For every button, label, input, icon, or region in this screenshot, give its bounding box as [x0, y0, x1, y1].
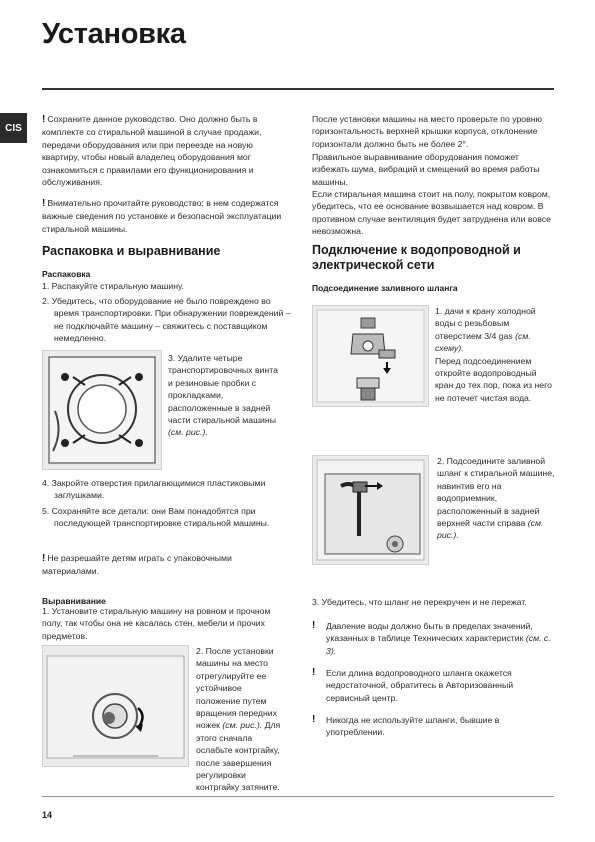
level-check-paragraph: После установки машины на место проверьте по уровню горизонтальность верхней крышки корпуса, отклонение горизонтали должно быть не более 2°. — [312, 114, 543, 149]
exclamation-icon: ! — [312, 620, 316, 631]
warning-water-pressure: ! Давление воды должно быть в пределах значений, указанных в таблице Технических характеристик (см. с. 3). — [312, 620, 551, 656]
machine-back-illustration — [43, 351, 161, 469]
warning-children — [42, 552, 282, 578]
hose-connection-figure — [312, 455, 429, 565]
level-benefit-paragraph: Правильное выравнивание оборудования поможет избежать шума, вибраций и смещений во время работы машины. — [312, 152, 540, 187]
warning-read-manual — [42, 197, 282, 235]
page-number: 14 — [42, 810, 53, 820]
section-unpacking-title: Распаковка и выравнивание — [42, 244, 221, 258]
hose-subtitle: Подсоединение заливного шланга — [312, 283, 458, 293]
unpacking-subtitle: Распаковка — [42, 269, 91, 279]
tap-illustration — [313, 306, 428, 406]
hose-step-3: 3. Убедитесь, что шланг не перекручен и не пережат. — [312, 597, 527, 607]
hose-connection-illustration — [313, 456, 428, 564]
unpack-step-2: 2. Убедитесь, что оборудование не было повреждено во время транспортировки. При обнаружении повреждений – не подключайте машину – свяжитесь с поставщиком немедленно. — [42, 296, 291, 344]
carpet-paragraph: Если стиральная машина стоит на полу, покрытом ковром, убедитесь, что ее основание возвышается над ковром. В противном случае вентиляция будет затруднена или вовсе невозможна. — [312, 189, 551, 237]
footer-divider — [42, 796, 554, 797]
header-divider — [42, 88, 554, 90]
language-tab: CIS — [0, 113, 27, 143]
hose-step-2: 2. Подсоедините заливной шланг к стиральной машине, навинтив его на водоприемник, расположенный в задней верхней части справа (см. рис.). — [437, 456, 555, 541]
machine-back-figure — [42, 350, 162, 470]
page-title: Установка — [42, 18, 186, 50]
exclamation-icon: ! — [42, 114, 46, 125]
exclamation-icon: ! — [312, 667, 316, 678]
exclamation-icon: ! — [312, 714, 316, 725]
unpack-step-4: 4. Закройте отверстия прилагающимися пластиковыми заглушками. — [42, 478, 266, 501]
tap-figure — [312, 305, 429, 407]
unpack-step-3: 3. Удалите четыре транспортировочных винта и резиновые пробки с прокладками, расположенные в задней части стиральной машины (см. рис.). — [168, 353, 278, 438]
machine-foot-figure — [42, 645, 189, 767]
level-step-1: 1. Установите стиральную машину на ровном и прочном полу, так чтобы она не касалась стен, мебели и прочих предметов. — [42, 606, 271, 641]
leveling-subtitle: Выравнивание — [42, 596, 106, 606]
foot-adjust-illustration — [43, 646, 188, 766]
hose-step-1: 1. дачи к крану холодной воды с резьбовым отверстием 3/4 gas (см. схему). Перед подсоединением откройте водопроводный кран до тех пор, пока из него не потечет чистая вода. — [435, 306, 552, 403]
level-step-2: 2. После установки машины на место отрегулируйте ее устойчивое положение путем вращения передних ножек (см. рис.). Для этого сначала ослабьте контргайку, после завершения регулировки контргайку затяните. — [196, 646, 281, 793]
unpack-step-1: 1. Распакуйте стиральную машину. — [42, 281, 184, 291]
warning-text: Не разрешайте детям играть с упаковочными материалами. — [42, 553, 232, 577]
exclamation-icon: ! — [42, 553, 46, 564]
warning-keep-manual — [42, 113, 282, 188]
warning-hose-length: ! Если длина водопроводного шланга окажется недостаточной, обратитесь в Авторизованный сервисный центр. — [312, 667, 514, 703]
warning-used-hoses: ! Никогда не используйте шланги, бывшие в употреблении. — [312, 714, 500, 738]
section-connection-title-2: электрической сети — [312, 258, 435, 272]
unpack-step-5: 5. Сохраняйте все детали: они Вам понадобятся при последующей транспортировке стиральной машины. — [42, 506, 270, 529]
warning-text: Сохраните данное руководство. Оно должно быть в комплекте со стиральной машиной в случае продажи, передачи оборудования или при переезде на новую квартиру, чтобы новый владелец оборудования мог ознакомиться с правилами его функционирования и обслуживания. — [42, 114, 262, 188]
warning-text: Внимательно прочитайте руководство: в нем содержатся важные сведения по установке и безопасной эксплуатации стиральной машины. — [42, 198, 282, 234]
section-connection-title-1: Подключение к водопроводной и — [312, 243, 521, 257]
exclamation-icon: ! — [42, 198, 46, 209]
